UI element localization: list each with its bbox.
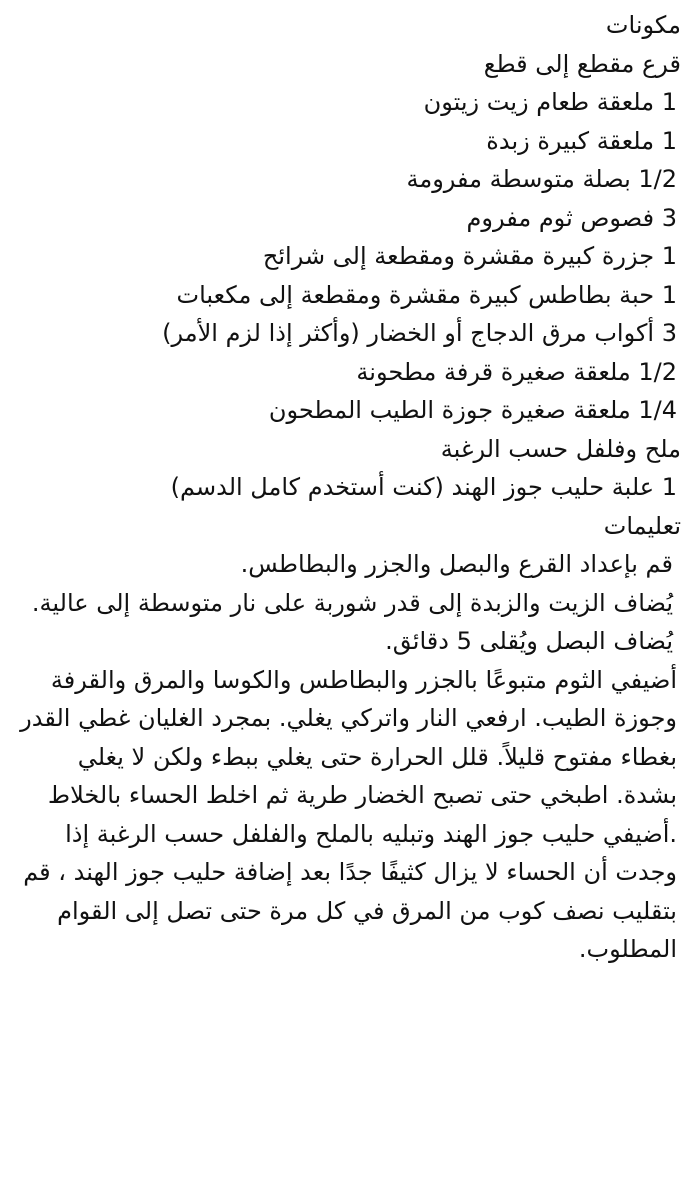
ingredient-item: 3 أكواب مرق الدجاج أو الخضار (وأكثر إذا لزم الأمر) bbox=[162, 319, 677, 347]
ingredient-item: 1/4 ملعقة صغيرة جوزة الطيب المطحون bbox=[268, 396, 677, 424]
ingredient-item: 1 جزرة كبيرة مقشرة ومقطعة إلى شرائح bbox=[262, 242, 677, 270]
ingredients-heading: مكونات bbox=[605, 11, 681, 39]
instruction-step: يُضاف الزيت والزبدة إلى قدر شوربة على نار متوسطة إلى عالية. يُضاف البصل ويُقلى 5 دقائق. bbox=[31, 588, 673, 655]
recipe-document bbox=[14, 6, 681, 969]
ingredient-item: قرع مقطع إلى قطع bbox=[483, 49, 681, 78]
ingredient-item: 1 ملعقة طعام زيت زيتون bbox=[423, 88, 677, 116]
ingredient-item: ملح وفلفل حسب الرغبة bbox=[440, 434, 681, 463]
ingredient-item: 1 حبة بطاطس كبيرة مقشرة ومقطعة إلى مكعبات bbox=[176, 280, 677, 309]
instruction-step: قم بإعداد القرع والبصل والجزر والبطاطس. bbox=[240, 550, 673, 578]
ingredient-item: 1 علبة حليب جوز الهند (كنت أستخدم كامل الدسم) bbox=[170, 473, 677, 501]
ingredient-item: 3 فصوص ثوم مفروم bbox=[466, 203, 677, 232]
instructions-heading: تعليمات bbox=[603, 511, 681, 540]
ingredient-item: 1 ملعقة كبيرة زبدة bbox=[486, 126, 677, 155]
ingredient-item: 1/2 ملعقة صغيرة قرفة مطحونة bbox=[356, 357, 677, 386]
instruction-step: أضيفي الثوم متبوعًا بالجزر والبطاطس والكوسا والمرق والقرفة وجوزة الطيب. ارفعي النار واتركي يغلي. بمجرد الغليان غطي القدر بغطاء مفتوح قليلاً. قلل الحرارة حتى يغلي ببطء ولكن لا يغلي بشدة. اطبخي حتى تصبح الخضار طرية ثم اخلط الحساء بالخلاط .أضيفي حليب جوز الهند وتبليه بالملح والفلفل حسب الرغبة إذا وجدت أن الحساء لا يزال كثيفًا جدًا بعد إضافة حليب جوز الهند ، قم بتقليب نصف كوب من المرق في كل مرة حتى تصل إلى القوام المطلوب. bbox=[20, 665, 677, 963]
ingredient-item: 1/2 بصلة متوسطة مفرومة bbox=[406, 165, 677, 193]
